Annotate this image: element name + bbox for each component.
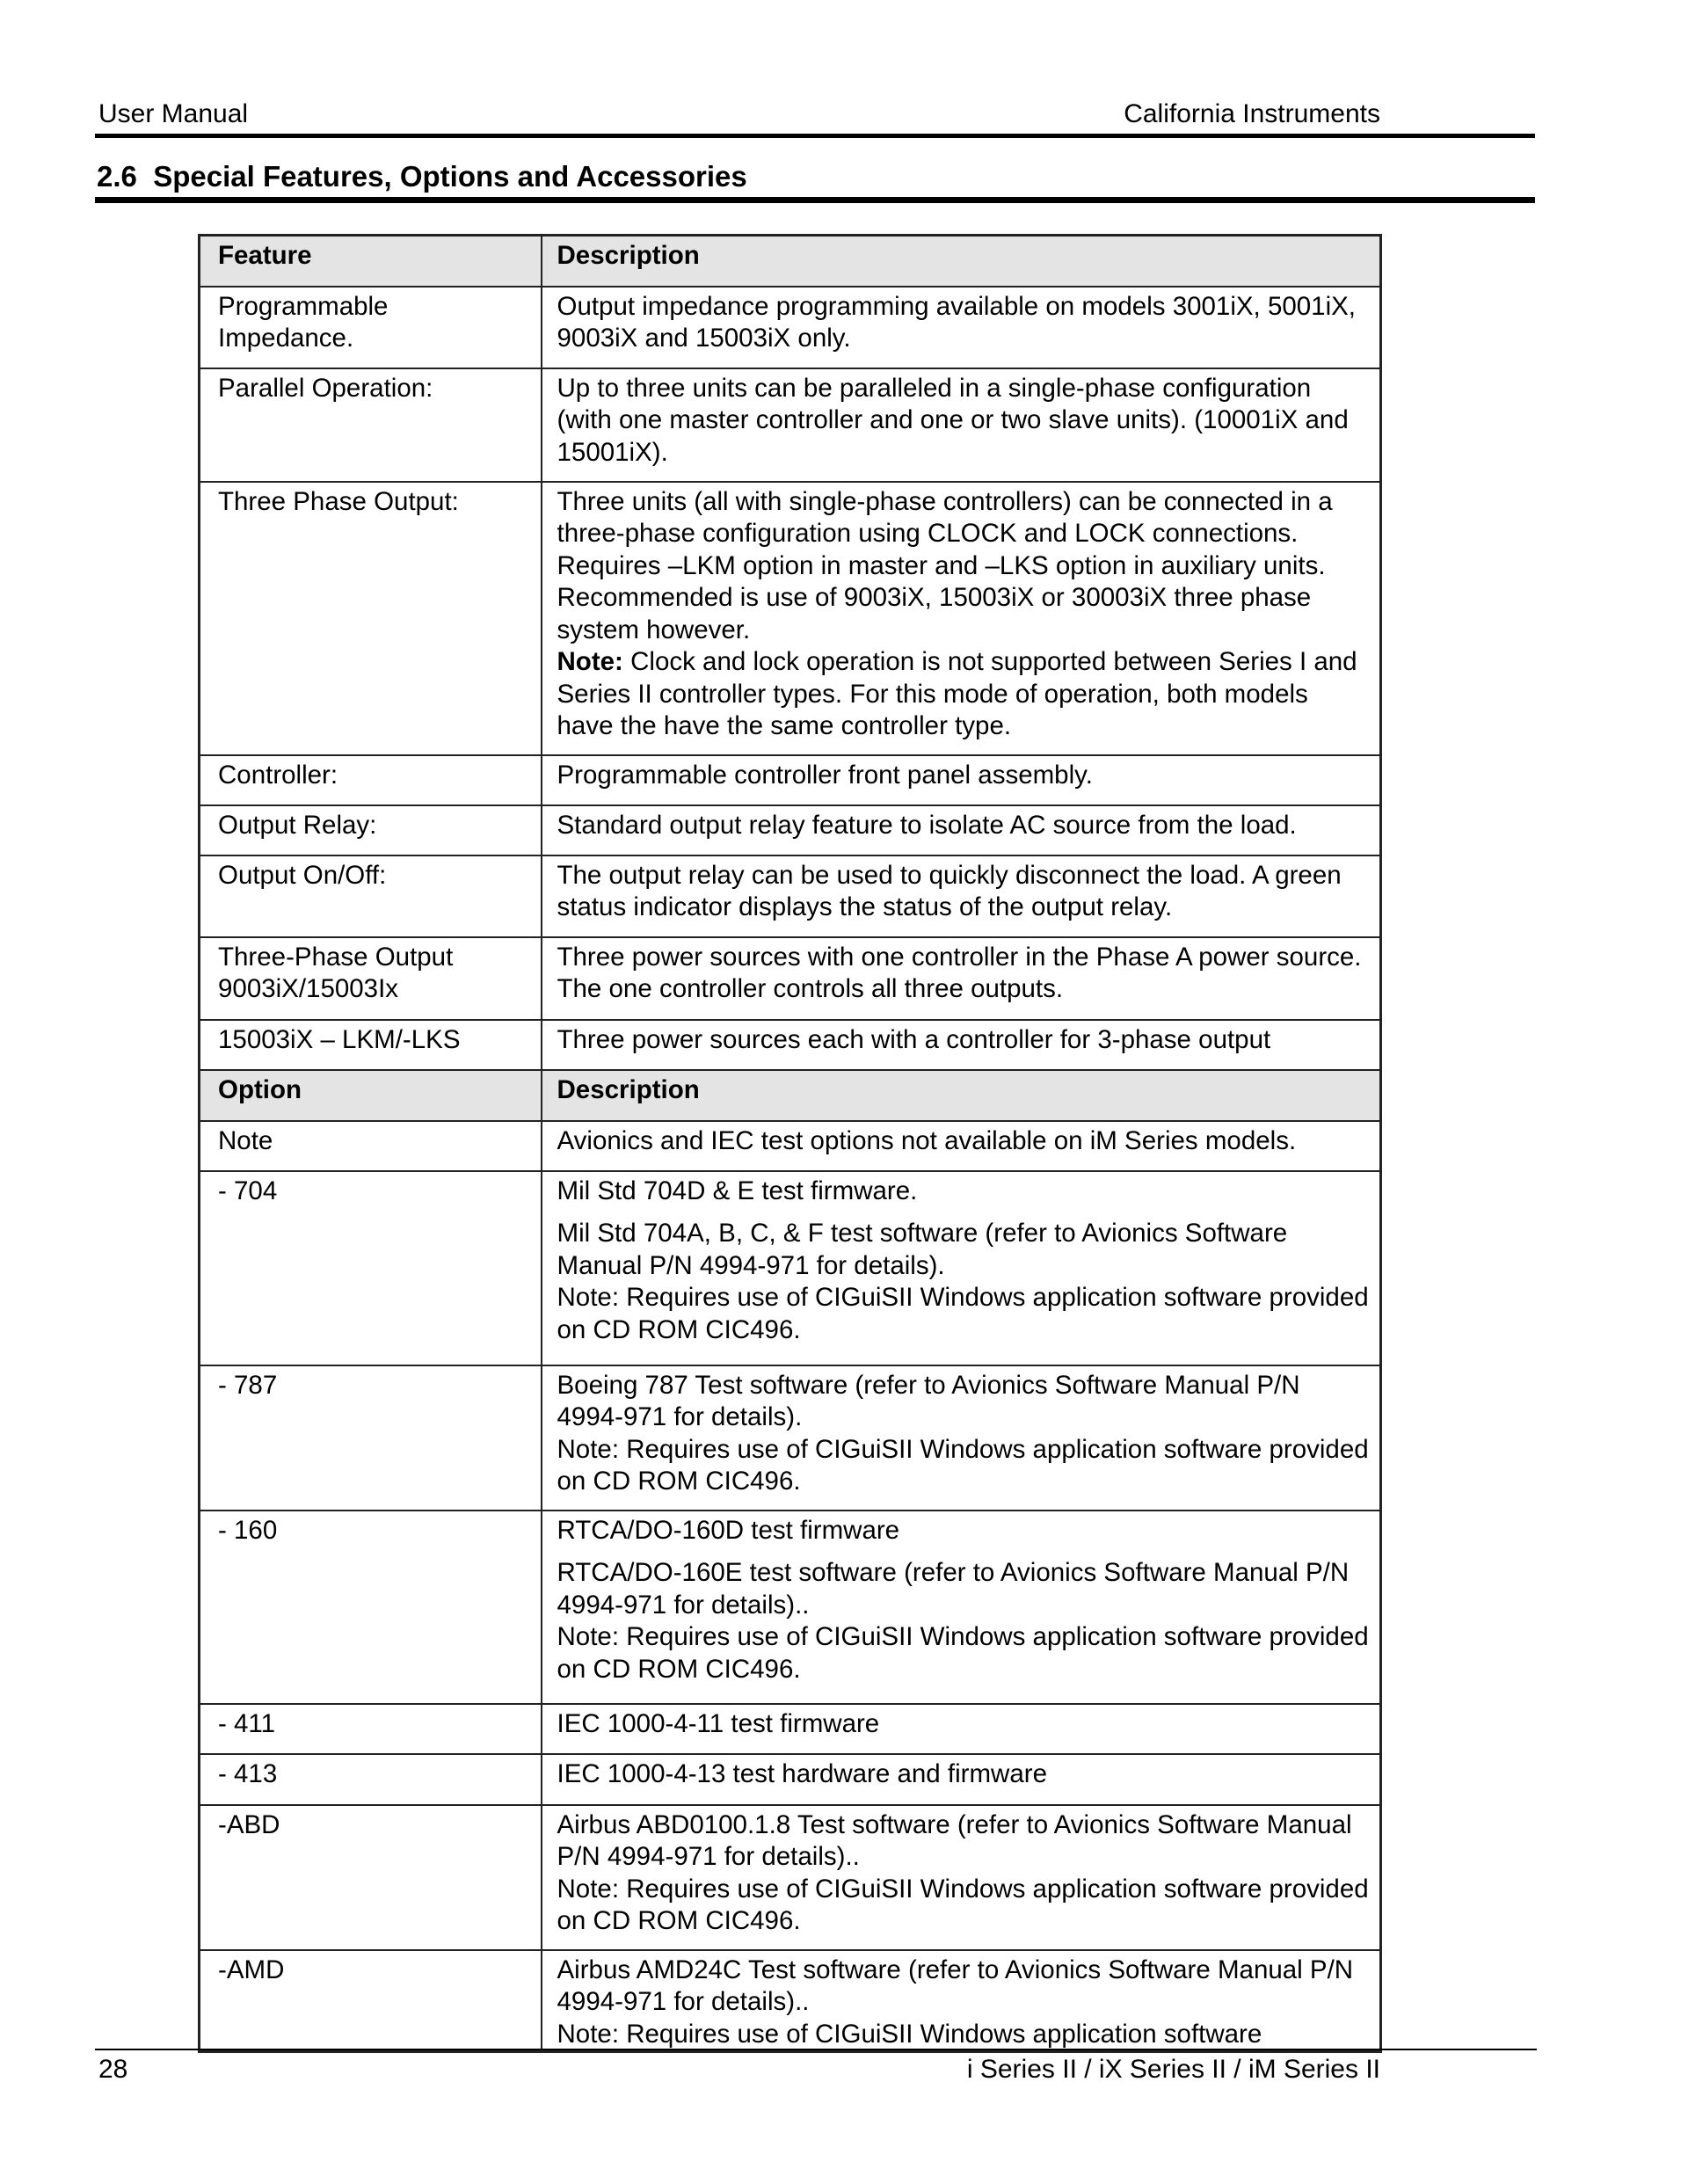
running-header-right: California Instruments bbox=[1124, 99, 1380, 128]
feature-name: Output Relay: bbox=[200, 805, 542, 855]
table-row bbox=[200, 1121, 1381, 1171]
column-header-description: Description bbox=[542, 1070, 1381, 1121]
description-text: Three power sources with one controller in the Phase A power source. The one controller controls all three outputs. bbox=[557, 942, 1362, 1003]
feature-name: Output On/Off: bbox=[200, 855, 542, 937]
feature-description bbox=[542, 855, 1381, 937]
features-options-table bbox=[198, 234, 1382, 2053]
option-description bbox=[542, 1365, 1381, 1511]
page-number: 28 bbox=[98, 2055, 128, 2084]
description-text: Avionics and IEC test options not available on iM Series models. bbox=[557, 1125, 1297, 1155]
description-text: RTCA/DO-160D test firmware bbox=[557, 1515, 900, 1545]
feature-name: Three-Phase Output 9003iX/15003Ix bbox=[200, 937, 542, 1020]
feature-description bbox=[542, 287, 1381, 368]
table-header-row bbox=[200, 236, 1381, 287]
option-name: -AMD bbox=[200, 1950, 542, 2052]
table-row bbox=[200, 755, 1381, 805]
description-text: Airbus ABD0100.1.8 Test software (refer to Avionics Software Manual P/N 4994-971 for details).. bbox=[557, 1809, 1352, 1871]
option-description bbox=[542, 1171, 1381, 1365]
option-description bbox=[542, 1511, 1381, 1704]
option-description bbox=[542, 1704, 1381, 1754]
option-name: - 787 bbox=[200, 1365, 542, 1511]
table-row bbox=[200, 1511, 1381, 1704]
table-row bbox=[200, 1754, 1381, 1805]
description-text: IEC 1000-4-13 test hardware and firmware bbox=[557, 1758, 1047, 1788]
description-text: Three units (all with single-phase controllers) can be connected in a three-phase configuration using CLOCK and LOCK connections. Requires –LKM option in master and –LKS option in auxiliary units. Recommended is use of 9003iX, 15003iX or 30003iX three phase system however. bbox=[557, 486, 1333, 644]
table-row bbox=[200, 368, 1381, 482]
option-description bbox=[542, 1754, 1381, 1805]
description-note: Note: Requires use of CIGuiSII Windows application software provided on CD ROM CIC496. bbox=[557, 1283, 1369, 1344]
description-text: RTCA/DO-160E test software (refer to Avionics Software Manual P/N 4994-971 for details).. bbox=[557, 1558, 1350, 1620]
description-note: Note: Requires use of CIGuiSII Windows application software provided on CD ROM CIC496. bbox=[557, 1874, 1369, 1935]
header-rule bbox=[95, 134, 1535, 138]
description-text: IEC 1000-4-11 test firmware bbox=[557, 1708, 880, 1738]
description-text: Airbus AMD24C Test software (refer to Avionics Software Manual P/N 4994-971 for details).. bbox=[557, 1955, 1354, 2016]
option-name: -ABD bbox=[200, 1805, 542, 1950]
heading-rule bbox=[95, 197, 1535, 203]
description-text: The output relay can be used to quickly disconnect the load. A green status indicator displays the status of the output relay. bbox=[557, 860, 1342, 921]
table-row bbox=[200, 482, 1381, 755]
description-note: Note: Requires use of CIGuiSII Windows application software bbox=[557, 2019, 1262, 2049]
feature-name: 15003iX – LKM/-LKS bbox=[200, 1020, 542, 1070]
column-header-description: Description bbox=[542, 236, 1381, 287]
option-name: - 413 bbox=[200, 1754, 542, 1805]
options-header-row bbox=[200, 1070, 1381, 1121]
option-name: Note bbox=[200, 1121, 542, 1171]
description-text: Output impedance programming available on models 3001iX, 5001iX, 9003iX and 15003iX only. bbox=[557, 291, 1356, 353]
feature-name: Three Phase Output: bbox=[200, 482, 542, 755]
feature-description bbox=[542, 755, 1381, 805]
note-text: Clock and lock operation is not supported between Series I and Series II controller types. For this mode of operation, both models have the have the same controller type. bbox=[557, 647, 1357, 740]
running-footer-right: i Series II / iX Series II / iM Series II bbox=[966, 2055, 1380, 2084]
description-note: Note: Requires use of CIGuiSII Windows application software provided on CD ROM CIC496. bbox=[557, 1622, 1369, 1684]
table-row bbox=[200, 1020, 1381, 1070]
feature-name: Programmable Impedance. bbox=[200, 287, 542, 368]
table-row bbox=[200, 1704, 1381, 1754]
table-row bbox=[200, 1805, 1381, 1950]
description-text: Three power sources each with a controller for 3-phase output bbox=[557, 1024, 1271, 1054]
option-name: - 704 bbox=[200, 1171, 542, 1365]
feature-name: Controller: bbox=[200, 755, 542, 805]
feature-name: Parallel Operation: bbox=[200, 368, 542, 482]
description-text: Standard output relay feature to isolate AC source from the load. bbox=[557, 810, 1297, 840]
option-description bbox=[542, 1805, 1381, 1950]
column-header-feature: Feature bbox=[200, 236, 542, 287]
table-row bbox=[200, 1950, 1381, 2052]
section-heading: 2.6 Special Features, Options and Accessories bbox=[97, 160, 747, 193]
option-name: - 160 bbox=[200, 1511, 542, 1704]
feature-description bbox=[542, 482, 1381, 755]
running-header-left: User Manual bbox=[98, 99, 249, 128]
feature-description bbox=[542, 937, 1381, 1020]
footer-rule bbox=[95, 2049, 1537, 2050]
description-text: Boeing 787 Test software (refer to Avionics Software Manual P/N 4994-971 for details). bbox=[557, 1370, 1300, 1431]
option-description bbox=[542, 1121, 1381, 1171]
table-row bbox=[200, 1171, 1381, 1365]
feature-description bbox=[542, 368, 1381, 482]
option-description bbox=[542, 1950, 1381, 2052]
table-row bbox=[200, 805, 1381, 855]
note-label: Note: bbox=[557, 647, 623, 676]
table-row bbox=[200, 855, 1381, 937]
table-row bbox=[200, 1365, 1381, 1511]
description-text: Mil Std 704A, B, C, & F test software (refer to Avionics Software Manual P/N 4994-971 for details). bbox=[557, 1219, 1288, 1280]
table-row bbox=[200, 937, 1381, 1020]
note-paragraph bbox=[557, 646, 1370, 743]
description-text: Programmable controller front panel assembly. bbox=[557, 760, 1093, 790]
description-text: Mil Std 704D & E test firmware. bbox=[557, 1176, 918, 1205]
feature-description bbox=[542, 805, 1381, 855]
option-name: - 411 bbox=[200, 1704, 542, 1754]
feature-description bbox=[542, 1020, 1381, 1070]
description-text: Up to three units can be paralleled in a single-phase configuration (with one master controller and one or two slave units). (10001iX and 15001iX). bbox=[557, 373, 1349, 467]
column-header-option: Option bbox=[200, 1070, 542, 1121]
description-note: Note: Requires use of CIGuiSII Windows application software provided on CD ROM CIC496. bbox=[557, 1434, 1369, 1496]
table-row bbox=[200, 287, 1381, 368]
